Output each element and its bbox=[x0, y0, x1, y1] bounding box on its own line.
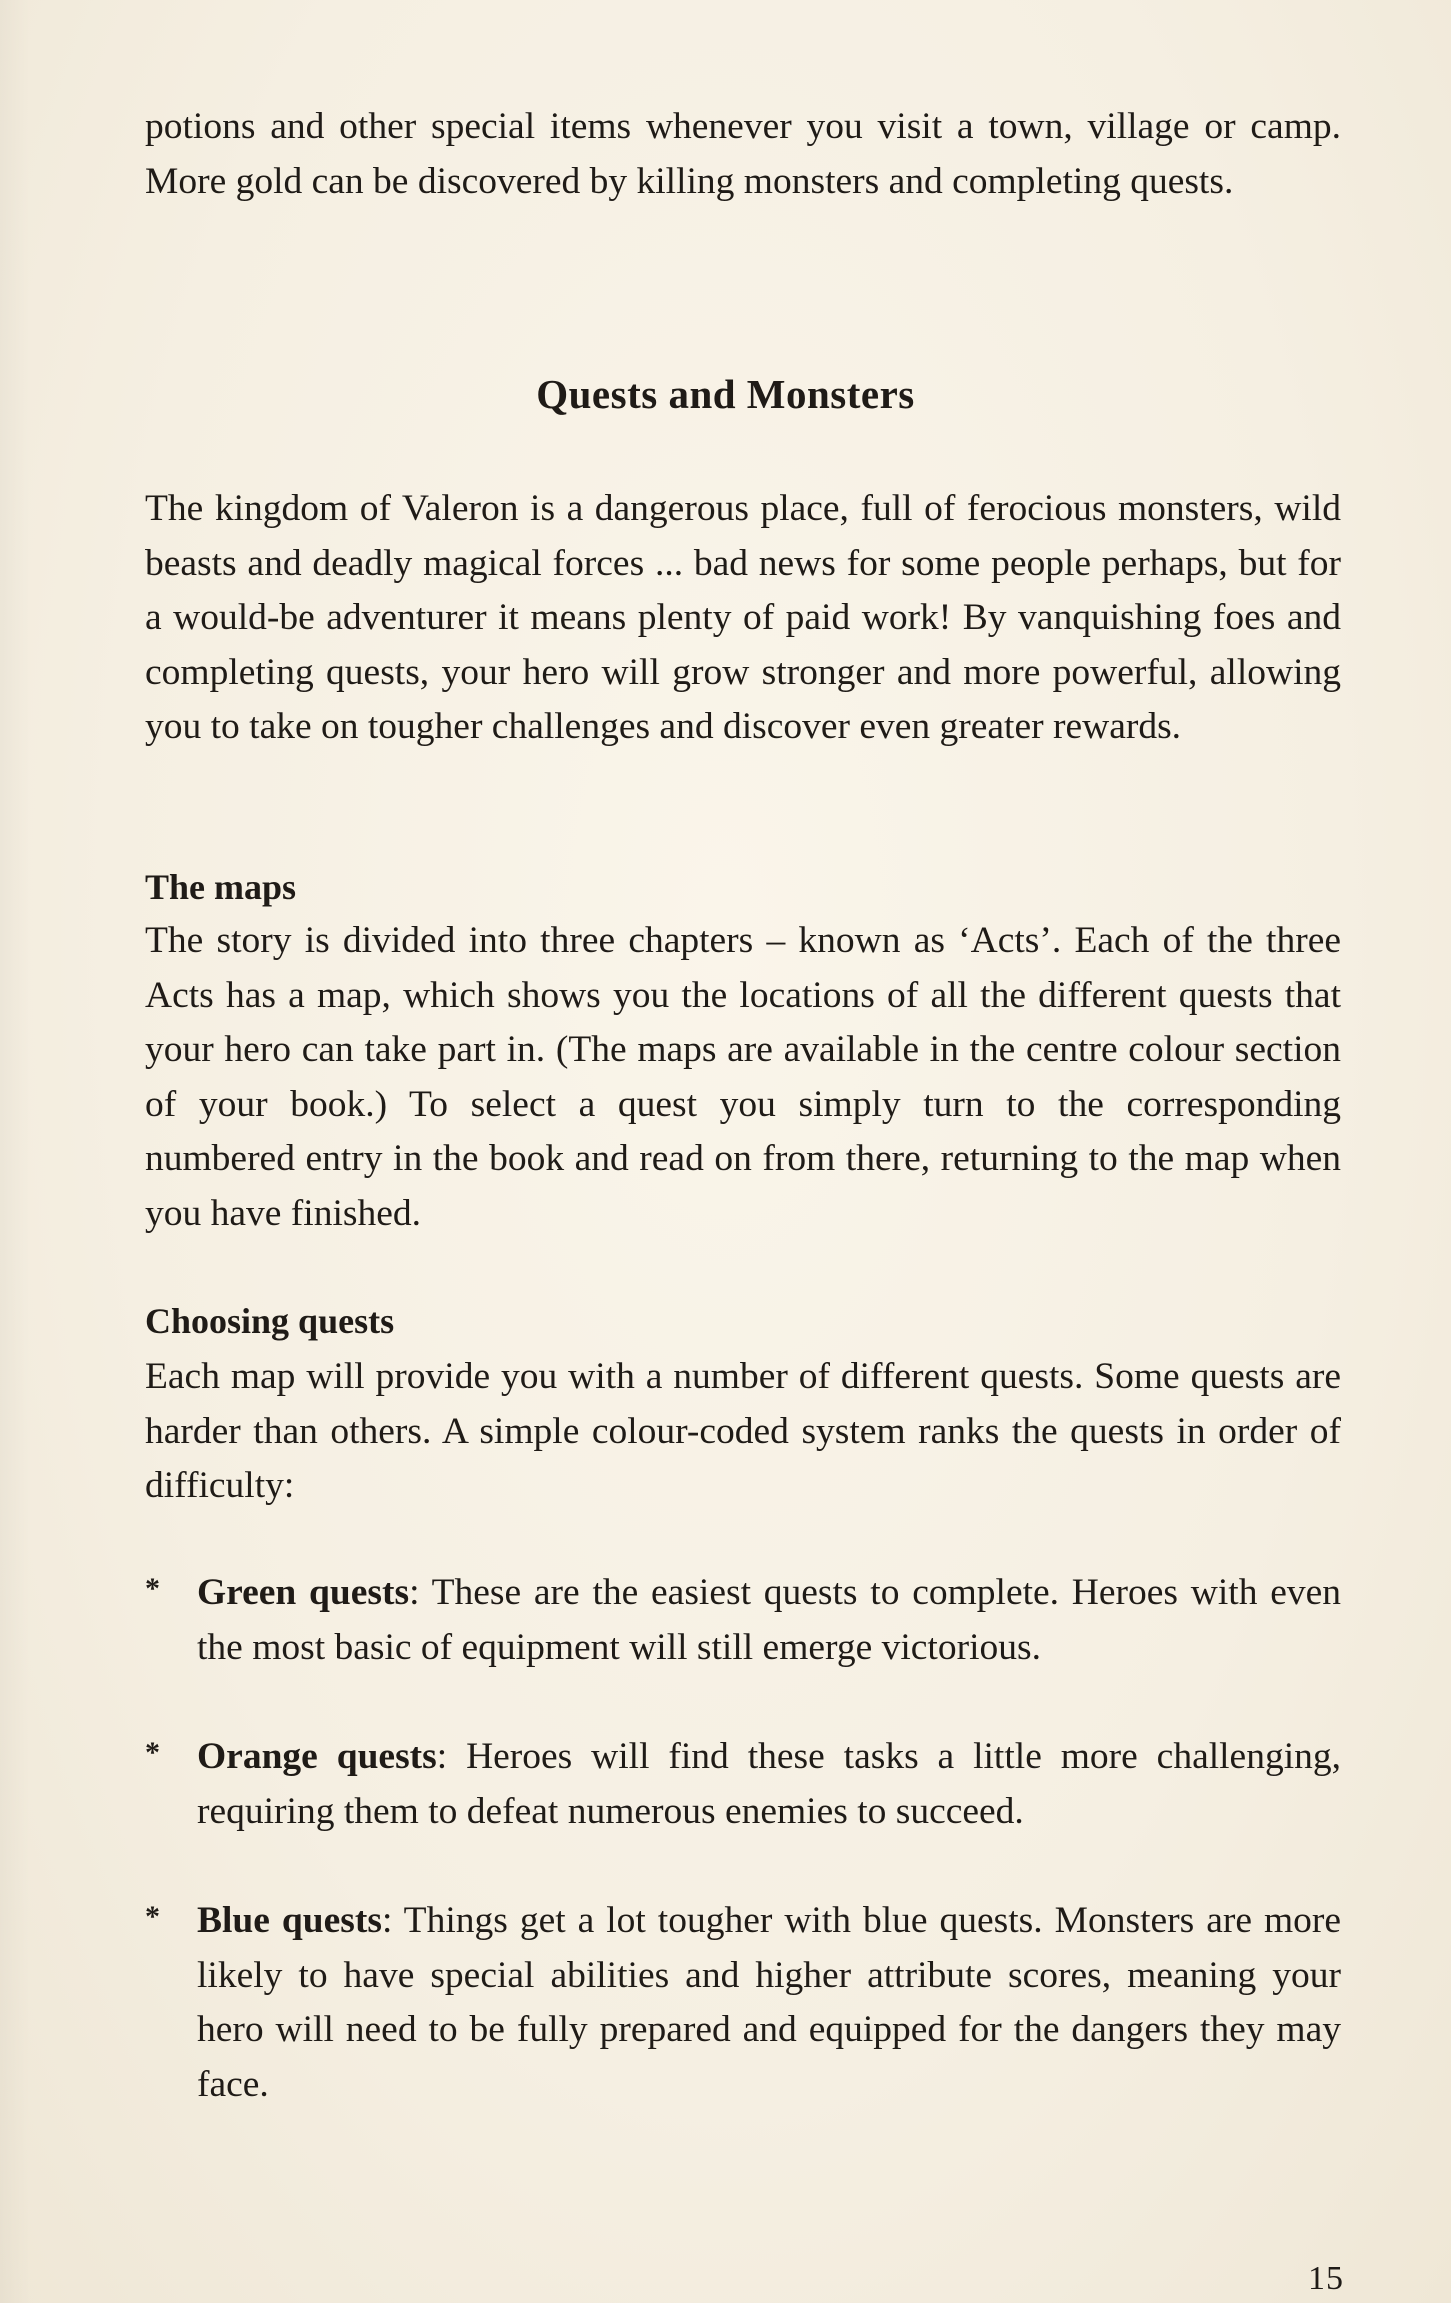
bullet-label: Orange quests bbox=[197, 1736, 437, 1777]
maps-block bbox=[145, 914, 1341, 1241]
intro-paragraph: potions and other special items whenever you visit a town, village or camp. More gold can be discovered by killing monsters and completing quests. bbox=[145, 106, 1341, 202]
bullet-body bbox=[197, 1730, 1341, 1839]
choosing-paragraph: Each map will provide you with a number of different quests. Some quests are harder than others. A simple colour-coded system ranks the quests in order of difficulty: bbox=[145, 1356, 1341, 1506]
bullet-text: : Things get a lot tougher with blue quests. Monsters are more likely to have special abilities and higher attribute scores, meaning your hero will need to be fully prepared and equipped for the dangers they may face. bbox=[197, 1900, 1341, 2105]
asterisk-bullet-icon: * bbox=[145, 1900, 160, 1933]
asterisk-bullet-icon: * bbox=[145, 1572, 160, 1605]
bullet-text: : These are the easiest quests to complete. Heroes with even the most basic of equipment will still emerge victorious. bbox=[197, 1572, 1342, 1668]
bullet-orange-quests bbox=[145, 1730, 1341, 1839]
bullet-label: Blue quests bbox=[197, 1900, 382, 1941]
maps-heading: The maps bbox=[145, 867, 297, 907]
bullet-label: Green quests bbox=[197, 1572, 410, 1613]
choosing-block bbox=[145, 1350, 1341, 1514]
maps-paragraph: The story is divided into three chapters – known as ‘Acts’. Each of the three Acts has a map, which shows you the locations of all the different quests that your hero can take part in. (The maps are available in the centre colour section of your book.) To select a quest you simply turn to the corresponding numbered entry in the book and read on from there, returning to the map when you have finished. bbox=[145, 920, 1341, 1234]
page-number: 15 bbox=[1308, 2260, 1344, 2297]
intro-paragraph-block bbox=[145, 100, 1341, 209]
choosing-heading: Choosing quests bbox=[145, 1301, 395, 1341]
bullet-text: : Heroes will find these tasks a little more challenging, requiring them to defeat numerous enemies to succeed. bbox=[197, 1736, 1341, 1832]
bullet-body bbox=[197, 1894, 1341, 2112]
section-intro-paragraph: The kingdom of Valeron is a dangerous place, full of ferocious monsters, wild beasts and deadly magical forces ... bad news for some people perhaps, but for a would-be adventurer it means plenty of paid work! By vanquishing foes and completing quests, your hero will grow stronger and more powerful, allowing you to take on tougher challenges and discover even greater rewards. bbox=[145, 488, 1341, 747]
bullet-green-quests bbox=[145, 1566, 1341, 1675]
section-title: Quests and Monsters bbox=[536, 371, 915, 417]
asterisk-bullet-icon: * bbox=[145, 1736, 160, 1769]
section-intro-block bbox=[145, 482, 1341, 755]
bullet-blue-quests bbox=[145, 1894, 1341, 2112]
bullet-body bbox=[197, 1566, 1341, 1675]
